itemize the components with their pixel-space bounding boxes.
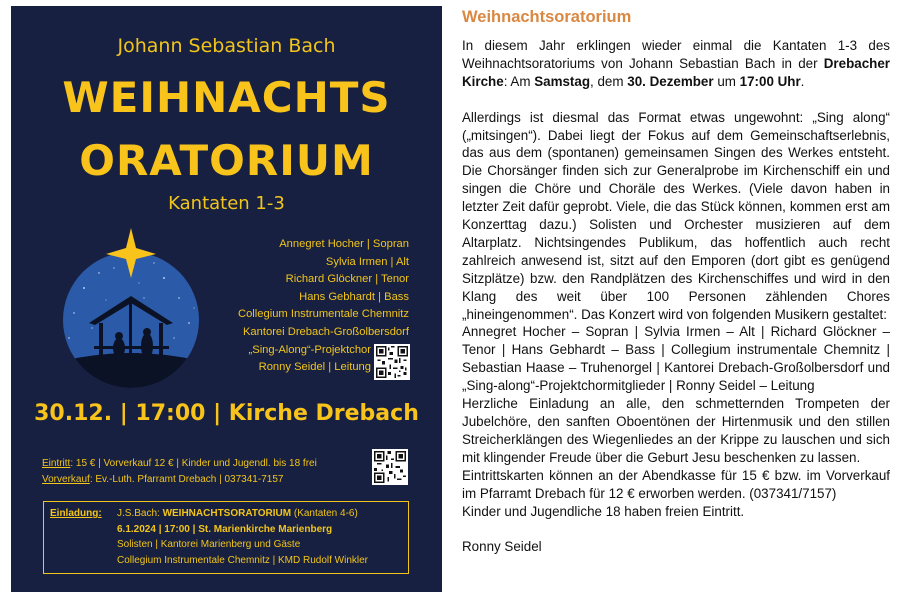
- musician-line: Annegret Hocher | Sopran: [279, 238, 409, 250]
- musician-line: „Sing-Along“-Projektchor: [248, 343, 371, 356]
- poster-date-location: 30.12. | 17:00 | Kirche Drebach: [34, 401, 419, 426]
- poster-title-line1: WEIHNACHTS: [62, 73, 391, 122]
- musician-line: Collegium Instrumentale Chemnitz: [238, 308, 409, 321]
- poster-subtitle: Kantaten 1-3: [168, 193, 285, 214]
- article-paragraph-format: Allerdings ist diesmal das Format etwas ungewohnt: „Sing along“ („mitsingen“). Dabei liegt der Fokus auf dem Gemeinschaftserlebnis, das aus dem (spontanen) gemeinsamen Singen des Werkes entsteht. Die Chorsänger finden sich zur Generalprobe im Kirchenschiff ein und singen die Chöre und Choräle des Werkes. (Viele davon haben in letzter Zeit dafür geprobt. Viele, die das Stück können, kommen erst am Konzerttag dazu.) Solisten und Orchester musizieren auf dem Altarplatz. Nichtsingendes Publikum, das hoffentlich auch recht zahlreich anwesend ist, sitzt auf den Emporen (dort gibt es genügend Sitzplätze) bzw. den Randplätzen des Kirchenschiffes und wird in den Klang des weit über 100 Personen zählenden Chores „hineingenommen“. Das Konzert wird von folgenden Musikern gestaltet:: [462, 109, 890, 322]
- invite-line2: 6.1.2024 | 17:00 | St. Marienkirche Marienberg: [117, 523, 333, 535]
- article-paragraph-tickets: Eintrittskarten können an der Abendkasse für 15 € bzw. im Vorverkauf im Pfarramt Drebach für 12 € erworben werden. (037341/7157): [462, 467, 890, 501]
- musician-line: Sylvia Irmen | Alt: [325, 255, 409, 268]
- invite-line1-prefix: J.S.Bach:: [117, 508, 163, 519]
- article-paragraph-children: Kinder und Jugendliche 18 haben freien Eintritt.: [462, 503, 745, 519]
- poster-ticket-info: [42, 456, 317, 487]
- admission-text: : 15 € | Vorverkauf 12 € | Kinder und Jugendl. bis 18 frei: [70, 458, 317, 469]
- invite-line1-suffix: (Kantaten 4-6): [291, 508, 358, 519]
- article: [462, 8, 890, 556]
- musician-line: Kantorei Drebach-Großolbersdorf: [242, 325, 409, 338]
- admission-label: Eintritt: [42, 458, 71, 469]
- article-paragraph-intro: In diesem Jahr erklingen wieder einmal die Kantaten 1-3 des Weihnachtsoratoriums von Johann Sebastian Bach in der Drebacher Kirche: Am Samstag, dem 30. Dezember um 17:00 Uhr.: [462, 38, 890, 89]
- article-paragraph-musicians: Annegret Hocher – Sopran | Sylvia Irmen – Alt | Richard Glöckner – Tenor | Hans Gebhardt – Bass | Collegium instrumentale Chemnitz | Sebastian Haase – Truhenorgel | Kantorei Drebach-Großolbersdorf und „Sing-along“-Projektchormitglieder | Ronny Seidel – Leitung: [462, 324, 890, 394]
- article-body: [462, 37, 890, 556]
- musician-line: Hans Gebhardt | Bass: [299, 290, 409, 303]
- poster-title-line2: ORATORIUM: [79, 136, 374, 185]
- nativity-scene-illustration: [44, 228, 219, 388]
- presale-label: Vorverkauf: [42, 473, 90, 485]
- poster-invitation-box: [43, 501, 409, 574]
- invite-label: Einladung:: [50, 508, 102, 519]
- invite-line3: Solisten | Kantorei Marienberg und Gäste: [117, 539, 301, 550]
- article-title: Weihnachtsoratorium: [462, 8, 632, 26]
- musician-line: Richard Glöckner | Tenor: [285, 273, 409, 286]
- concert-poster: [11, 6, 442, 592]
- invite-line4: Collegium Instrumentale Chemnitz | KMD Rudolf Winkler: [117, 554, 369, 566]
- qr-code-icon[interactable]: [374, 344, 410, 380]
- invite-line1-title: WEIHNACHTSORATORIUM: [162, 508, 292, 519]
- musician-line: Ronny Seidel | Leitung: [258, 361, 371, 374]
- article-paragraph-invitation: Herzliche Einladung an alle, den schmetternden Trompeten der Jubelchöre, den sanften Oboentönen der Hirtenmusik und den stillen Streicherklängen des Wiegenliedes an der Krippe zu lauschen und sich mit klingender Freude über die Geburt Jesu beschenken zu lassen.: [462, 396, 890, 465]
- presale-text: : Ev.-Luth. Pfarramt Drebach | 037341-7157: [89, 473, 284, 485]
- article-signature: Ronny Seidel: [462, 539, 542, 555]
- poster-composer: Johann Sebastian Bach: [117, 35, 336, 57]
- qr-code-icon[interactable]: [372, 449, 408, 485]
